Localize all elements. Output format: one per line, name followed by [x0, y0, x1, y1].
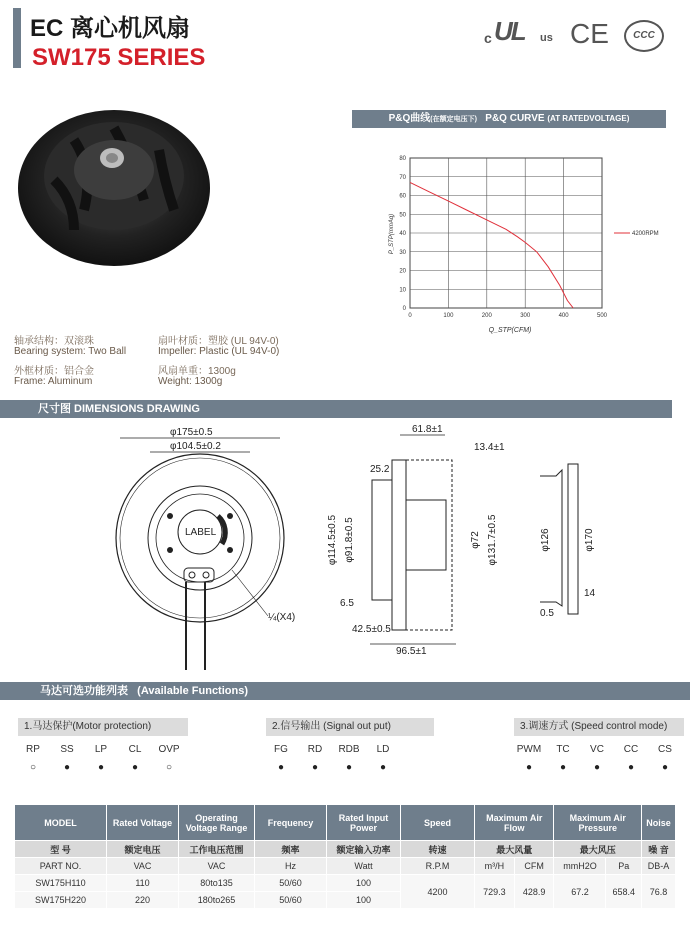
dim-72: φ72 [470, 531, 481, 549]
col-model: MODEL [15, 805, 107, 841]
y-tick-label: 40 [399, 231, 406, 237]
back-view [540, 464, 596, 619]
table-row-cn [15, 841, 676, 858]
cell-rated-voltage: 220 [107, 892, 179, 909]
x-tick-label: 0 [408, 313, 412, 319]
dim-170: φ170 [584, 528, 595, 552]
option-mark-rp: ○ [29, 762, 37, 773]
option-mark-cl: ● [131, 762, 139, 773]
cell-power: 100 [327, 892, 401, 909]
functions-banner-cn: 马达可选功能列表 [40, 685, 128, 697]
option-mark-tc: ● [559, 762, 567, 773]
unit-mmh2o: mmH2O [554, 858, 606, 875]
option-mark-pwm: ● [525, 762, 533, 773]
unit-hz: Hz [255, 858, 327, 875]
cell-voltage-range: 180to265 [179, 892, 255, 909]
option-mark-rd: ● [311, 762, 319, 773]
spec-frame-cn: 外框材质：铝合金 [14, 366, 94, 377]
dim-96-5: 96.5±1 [396, 646, 427, 657]
table-row [15, 875, 676, 892]
pq-banner-cn: P&Q曲线 [388, 113, 431, 124]
cell-pa: 658.4 [606, 875, 642, 909]
x-tick-label: 300 [520, 313, 531, 319]
cell-cfm: 428.9 [514, 875, 554, 909]
dimensions-banner: 尺寸图 DIMENSIONS DRAWING [0, 400, 672, 418]
side-view [327, 424, 505, 657]
y-axis-label: P_STP(mmAq) [389, 213, 395, 255]
cn-power: 额定输入功率 [327, 841, 401, 858]
cn-rated-voltage: 额定电压 [107, 841, 179, 858]
dimensions-drawing [0, 420, 690, 670]
option-label-pwm: PWM [516, 744, 542, 755]
unit-m3h: m³/H [475, 858, 515, 875]
option-label-cs: CS [658, 744, 672, 755]
y-tick-label: 80 [399, 156, 406, 162]
dim-114: φ114.5±0.5 [327, 514, 338, 566]
y-tick-label: 70 [399, 174, 406, 181]
cell-model: SW175H110 [15, 875, 107, 892]
y-tick-label: 30 [399, 249, 406, 256]
dim-6-5: 6.5 [340, 598, 354, 609]
cn-operating-voltage: 工作电压范围 [179, 841, 255, 858]
cell-mmh2o: 67.2 [554, 875, 606, 909]
dim-131: φ131.7±0.5 [487, 514, 498, 566]
option-label-fg: FG [274, 744, 288, 755]
option-mark-cs: ● [661, 762, 669, 773]
motor-protection-header: 1.马达保护(Motor protection) [18, 718, 188, 736]
unit-dba: DB-A [642, 858, 676, 875]
option-label-vc: VC [590, 744, 604, 755]
option-label-cl: CL [128, 744, 142, 755]
dim-side-width: 61.8±1 [412, 424, 443, 435]
pq-curve-banner [352, 110, 666, 128]
x-tick-label: 200 [481, 313, 492, 319]
dim-side-offset: 13.4±1 [474, 442, 505, 453]
cell-voltage-range: 80to135 [179, 875, 255, 892]
y-tick-label: 10 [399, 287, 406, 294]
ul-logo-icon: UL [494, 16, 525, 46]
title-accent-bar [13, 8, 21, 68]
signal-output-header: 2.信号输出 (Signal out put) [266, 718, 434, 736]
cn-noise: 噪 音 [642, 841, 676, 858]
option-label-ovp: OVP [158, 744, 180, 755]
dim-inner-diameter: φ104.5±0.2 [170, 441, 221, 452]
dim-outer-diameter: φ175±0.5 [170, 427, 213, 438]
unit-cfm: CFM [514, 858, 554, 875]
cn-model: 型 号 [15, 841, 107, 858]
front-view [116, 427, 295, 670]
spec-impeller-en: Impeller: Plastic (UL 94V-0) [158, 346, 280, 357]
unit-watt: Watt [327, 858, 401, 875]
cell-rated-voltage: 110 [107, 875, 179, 892]
col-speed: Speed [401, 805, 475, 841]
col-frequency: Frequency [255, 805, 327, 841]
unit-pa: Pa [606, 858, 642, 875]
cn-air-pressure: 最大风压 [554, 841, 642, 858]
x-tick-label: 500 [596, 313, 608, 319]
c-mark: c [484, 30, 492, 46]
dim-14: 14 [584, 588, 596, 599]
dim-screw-holes: ¼(X4) [268, 612, 296, 623]
dim-42-5: 42.5±0.5 [352, 624, 391, 635]
y-tick-label: 20 [399, 268, 406, 275]
cell-noise: 76.8 [642, 875, 676, 909]
option-mark-ovp: ○ [165, 762, 173, 773]
pq-curve-chart [380, 146, 670, 342]
option-label-cc: CC [623, 744, 639, 755]
option-mark-rdb: ● [345, 762, 353, 773]
spec-bearing-en: Bearing system: Two Ball [14, 346, 127, 357]
y-tick-label: 60 [399, 193, 406, 200]
unit-part-no: PART NO. [15, 858, 107, 875]
unit-rpm: R.P.M [401, 858, 475, 875]
option-label-lp: LP [94, 744, 108, 755]
option-mark-lp: ● [97, 762, 105, 773]
spec-weight-en: Weight: 1300g [158, 376, 223, 387]
option-mark-ss: ● [63, 762, 71, 773]
option-mark-fg: ● [277, 762, 285, 773]
option-mark-cc: ● [627, 762, 635, 773]
cell-frequency: 50/60 [255, 875, 327, 892]
functions-banner [0, 682, 690, 700]
option-label-ss: SS [60, 744, 74, 755]
x-axis-label: Q_STP(CFM) [488, 327, 532, 334]
ccc-logo-icon: CCC [624, 20, 664, 52]
dim-126: φ126 [540, 528, 551, 552]
ce-logo-icon: CE [570, 18, 609, 49]
option-label-rdb: RDB [338, 744, 360, 755]
cell-speed: 4200 [401, 875, 475, 909]
pq-banner-en-small: (AT RATEDVOLTAGE) [547, 114, 630, 123]
pq-banner-cn-small: (在额定电压下) [430, 116, 477, 123]
label-text: LABEL [185, 527, 217, 538]
spec-bearing-cn: 轴承结构：双滚珠 [14, 336, 94, 347]
col-operating-voltage: Operating Voltage Range [179, 805, 255, 841]
option-label-rp: RP [26, 744, 40, 755]
col-air-pressure: Maximum Air Pressure [554, 805, 642, 841]
y-tick-label: 50 [399, 212, 406, 219]
cn-air-flow: 最大风量 [475, 841, 554, 858]
legend-label: 4200RPM [632, 231, 659, 237]
cell-power: 100 [327, 875, 401, 892]
dim-side-25: 25.2 [370, 464, 390, 475]
cn-speed: 转速 [401, 841, 475, 858]
col-noise: Noise [642, 805, 676, 841]
cell-m3h: 729.3 [475, 875, 515, 909]
chart-grid [410, 158, 602, 308]
spec-frame-en: Frame: Aluminum [14, 376, 93, 387]
cell-model: SW175H220 [15, 892, 107, 909]
spec-impeller-cn: 扇叶材质：塑胶 (UL 94V-0) [158, 336, 279, 347]
col-rated-voltage: Rated Voltage [107, 805, 179, 841]
unit-vac: VAC [107, 858, 179, 875]
option-label-rd: RD [307, 744, 323, 755]
option-label-tc: TC [556, 744, 570, 755]
option-label-ld: LD [376, 744, 390, 755]
product-title-cn: EC 离心机风扇 [30, 15, 191, 42]
unit-vac-range: VAC [179, 858, 255, 875]
series-title: SW175 SERIES [32, 44, 206, 71]
col-air-flow: Maximum Air Flow [475, 805, 554, 841]
dim-0-5: 0.5 [540, 608, 554, 619]
us-mark: us [540, 32, 553, 44]
functions-banner-en: (Available Functions) [137, 685, 248, 697]
y-tick-label: 0 [402, 306, 406, 312]
x-tick-label: 100 [443, 313, 454, 319]
table-row-units [15, 858, 676, 875]
dim-91: φ91.8±0.5 [344, 517, 355, 563]
pq-banner-en: P&Q CURVE [485, 113, 545, 124]
col-rated-power: Rated Input Power [327, 805, 401, 841]
speed-control-header: 3.调速方式 (Speed control mode) [514, 718, 684, 736]
spec-table [14, 804, 676, 909]
chart-axes [399, 156, 607, 319]
option-mark-vc: ● [593, 762, 601, 773]
option-mark-ld: ● [379, 762, 387, 773]
spec-weight-cn: 风扇单重：1300g [158, 366, 236, 377]
cn-frequency: 频率 [255, 841, 327, 858]
x-tick-label: 400 [558, 313, 569, 319]
cell-frequency: 50/60 [255, 892, 327, 909]
fan-photo [14, 100, 214, 270]
